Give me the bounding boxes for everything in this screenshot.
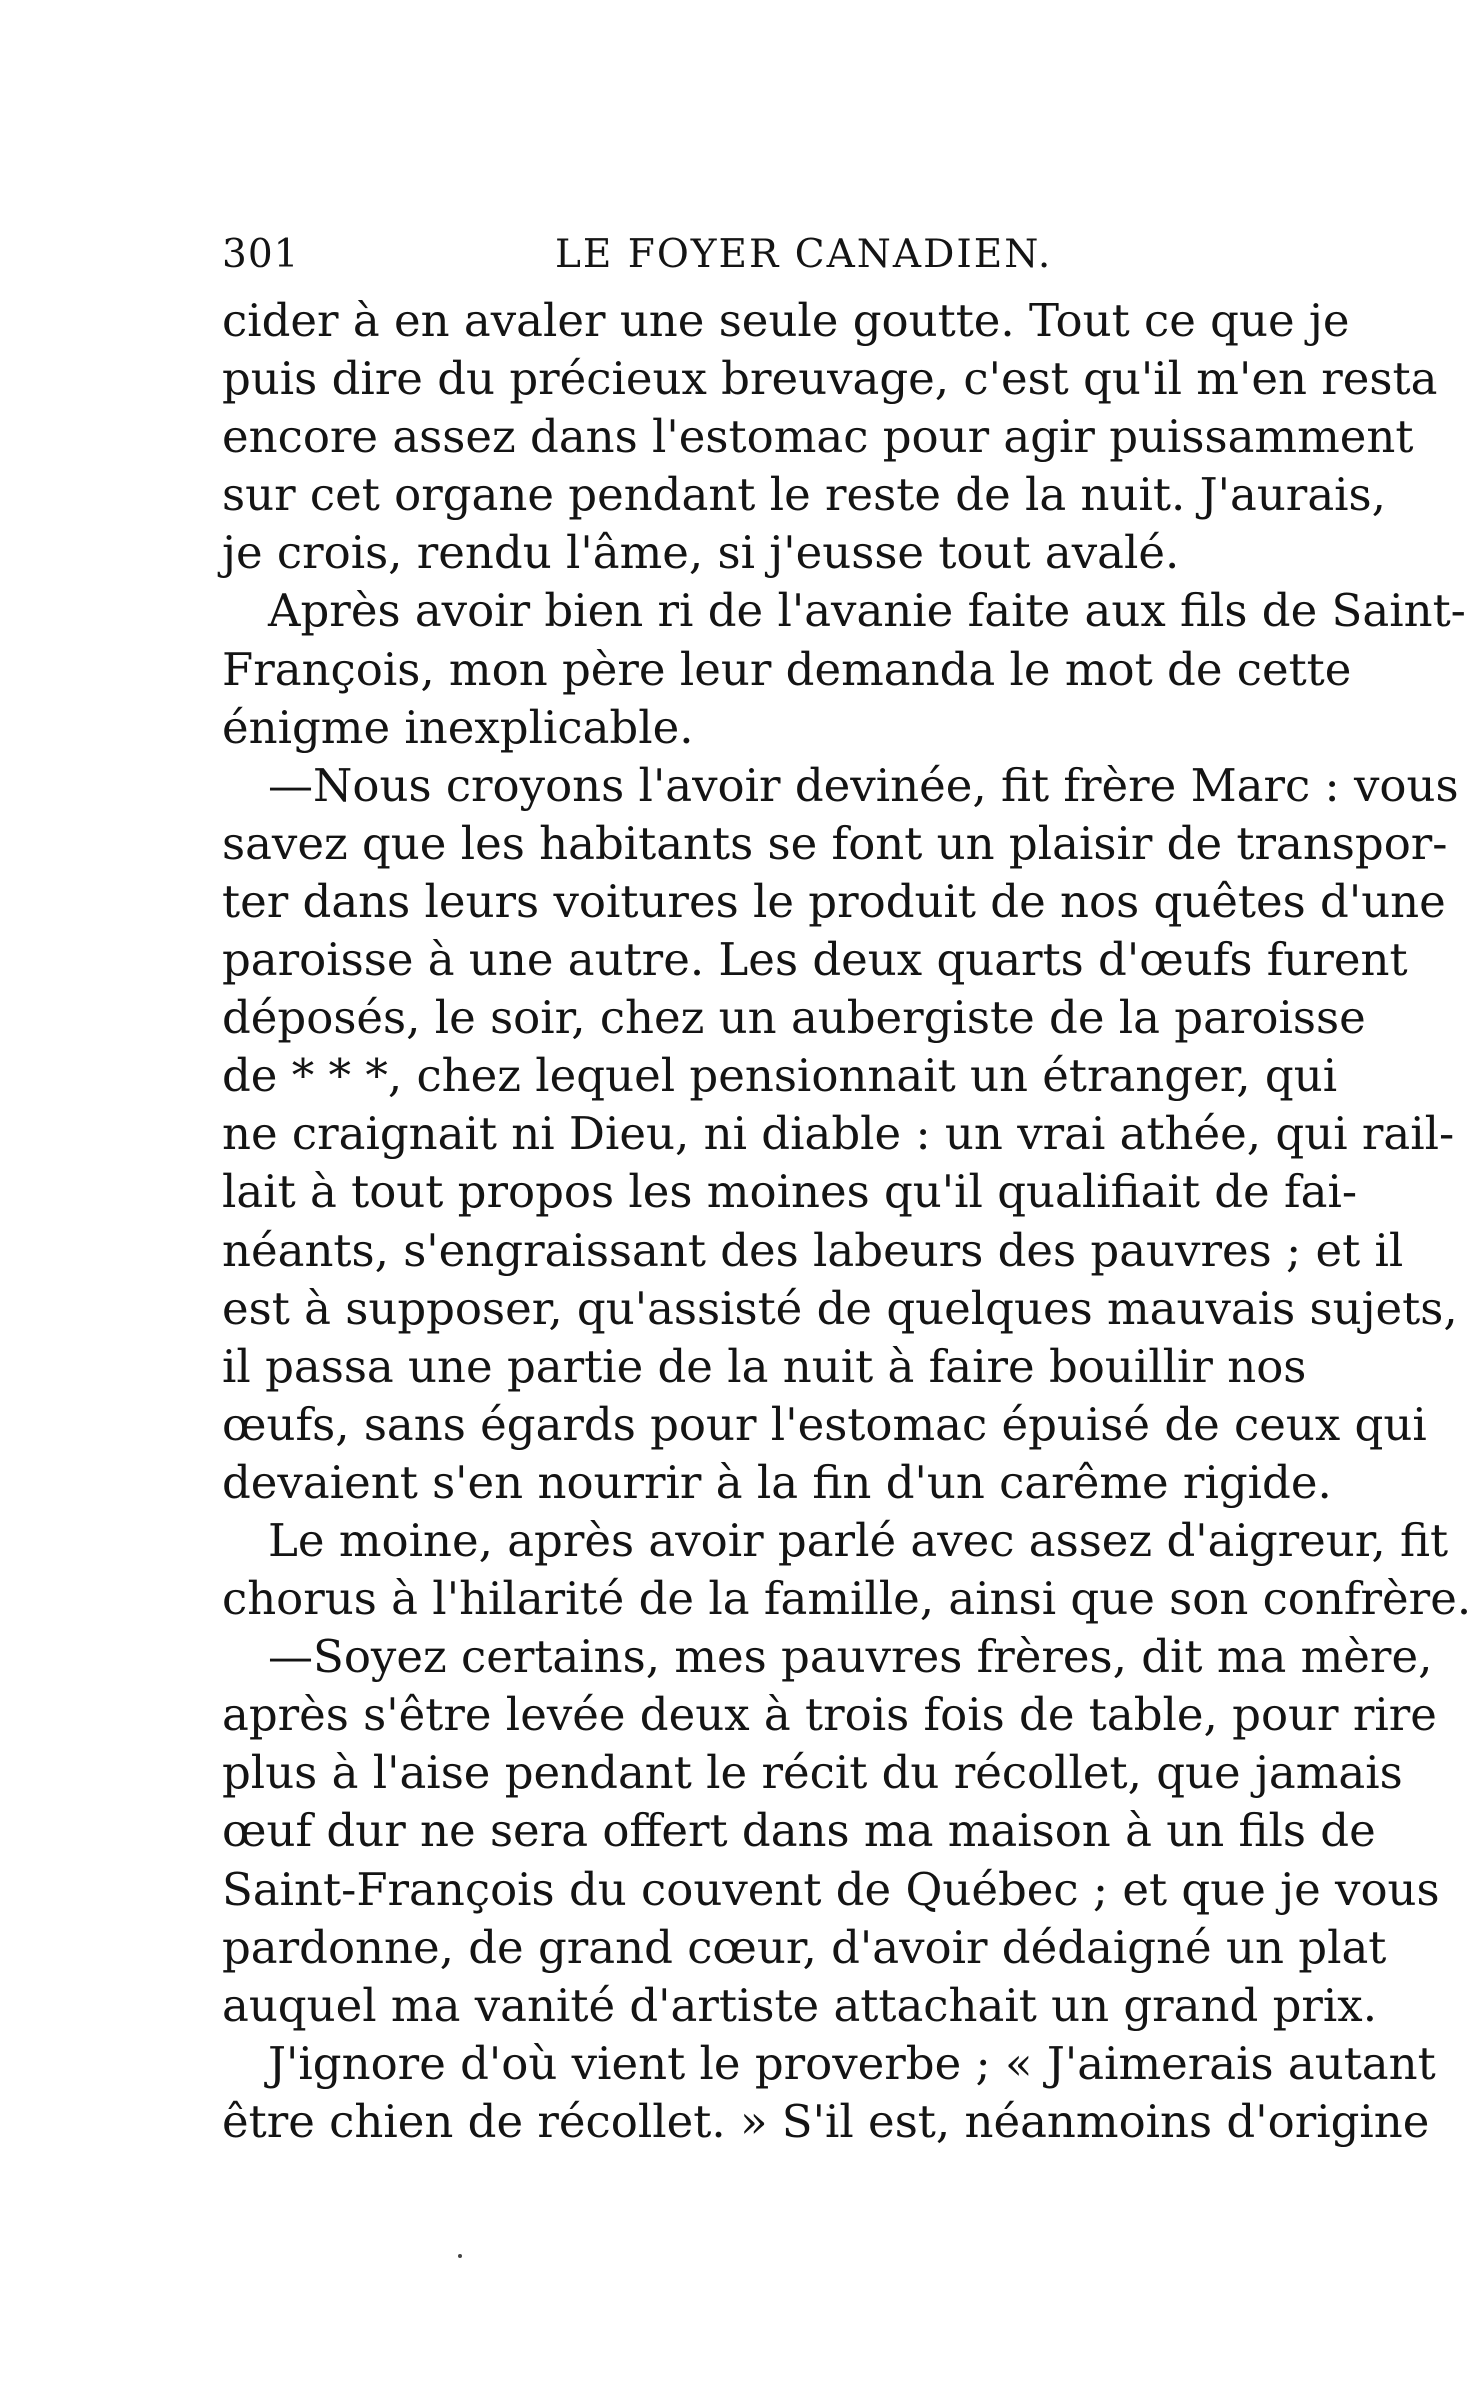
text-line: après s'être levée deux à trois fois de table, pour rire — [222, 1688, 1437, 1742]
text-line: puis dire du précieux breuvage, c'est qu'il m'en resta — [222, 352, 1438, 406]
body-text — [222, 292, 1472, 2151]
text-line: J'ignore d'où vient le proverbe ; « J'aimerais autant — [268, 2036, 1436, 2090]
text-line: œufs, sans égards pour l'estomac épuisé de ceux qui — [222, 1397, 1427, 1451]
text-line: être chien de récollet. » S'il est, néanmoins d'origine — [222, 2094, 1430, 2148]
text-line: déposés, le soir, chez un aubergiste de la paroisse — [222, 991, 1366, 1045]
text-line: plus à l'aise pendant le récit du récollet, que jamais — [222, 1746, 1403, 1800]
text-line: œuf dur ne sera offert dans ma maison à un fils de — [222, 1804, 1376, 1858]
text-line: devaient s'en nourrir à la fin d'un carême rigide. — [222, 1455, 1332, 1509]
ink-speck — [458, 2254, 462, 2258]
text-line: je crois, rendu l'âme, si j'eusse tout avalé. — [222, 526, 1180, 580]
text-line: —Nous croyons l'avoir devinée, fit frère Marc : vous — [268, 758, 1459, 812]
text-line: encore assez dans l'estomac pour agir puissamment — [222, 410, 1414, 464]
text-line: savez que les habitants se font un plaisir de transpor- — [222, 816, 1448, 870]
text-line: ne craignait ni Dieu, ni diable : un vrai athée, qui rail- — [222, 1107, 1455, 1161]
page-number: 301 — [222, 232, 300, 277]
text-line: est à supposer, qu'assisté de quelques mauvais sujets, — [222, 1281, 1458, 1335]
text-line: lait à tout propos les moines qu'il qualifiait de fai- — [222, 1165, 1358, 1219]
text-line: néants, s'engraissant des labeurs des pauvres ; et il — [222, 1223, 1404, 1277]
running-title: LE FOYER CANADIEN. — [555, 232, 1053, 277]
text-line: chorus à l'hilarité de la famille, ainsi que son confrère. — [222, 1572, 1472, 1626]
text-line: pardonne, de grand cœur, d'avoir dédaigné un plat — [222, 1920, 1387, 1974]
text-line: énigme inexplicable. — [222, 700, 694, 754]
text-line: Le moine, après avoir parlé avec assez d'aigreur, fit — [268, 1513, 1449, 1567]
text-line: ter dans leurs voitures le produit de nos quêtes d'une — [222, 874, 1446, 928]
text-line: François, mon père leur demanda le mot de cette — [222, 642, 1352, 696]
text-line: paroisse à une autre. Les deux quarts d'œufs furent — [222, 933, 1408, 987]
text-line: il passa une partie de la nuit à faire bouillir nos — [222, 1339, 1307, 1393]
text-line: Après avoir bien ri de l'avanie faite aux fils de Saint- — [268, 584, 1466, 638]
text-line: Saint-François du couvent de Québec ; et que je vous — [222, 1862, 1440, 1916]
text-line: de * * *, chez lequel pensionnait un étranger, qui — [222, 1049, 1338, 1103]
text-line: sur cet organe pendant le reste de la nuit. J'aurais, — [222, 468, 1386, 522]
text-line: —Soyez certains, mes pauvres frères, dit ma mère, — [268, 1630, 1433, 1684]
text-line: auquel ma vanité d'artiste attachait un grand prix. — [222, 1978, 1377, 2032]
text-line: cider à en avaler une seule goutte. Tout ce que je — [222, 294, 1350, 347]
